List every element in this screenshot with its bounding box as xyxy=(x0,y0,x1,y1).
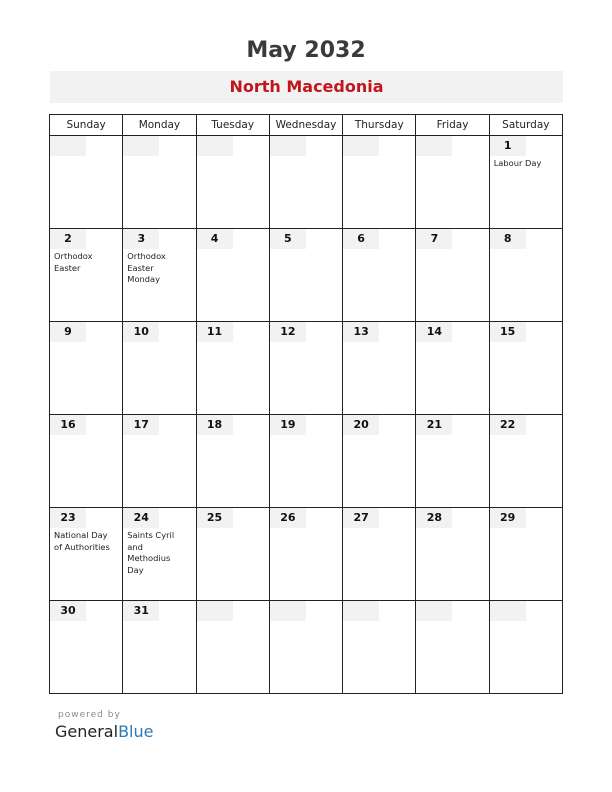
day-number: 23 xyxy=(50,508,86,528)
holiday-label: Orthodox Easter xyxy=(54,251,93,273)
day-cell xyxy=(50,229,123,322)
day-cell xyxy=(196,601,269,694)
day-number: 1 xyxy=(490,136,526,156)
day-cell xyxy=(343,229,416,322)
day-number xyxy=(50,136,86,156)
day-number: 26 xyxy=(270,508,306,528)
day-number: 11 xyxy=(197,322,233,342)
weekday-header: Tuesday xyxy=(196,115,269,136)
day-cell xyxy=(489,322,562,415)
day-cell xyxy=(416,415,489,508)
day-number: 13 xyxy=(343,322,379,342)
day-cell xyxy=(343,508,416,601)
brand-logo[interactable] xyxy=(55,722,153,741)
holiday-label: National Day of Authorities xyxy=(54,530,110,552)
day-cell xyxy=(416,136,489,229)
day-number: 15 xyxy=(490,322,526,342)
week-row xyxy=(50,601,563,694)
day-number: 19 xyxy=(270,415,306,435)
day-number xyxy=(490,601,526,621)
day-cell xyxy=(269,136,342,229)
day-cell xyxy=(196,136,269,229)
day-number: 31 xyxy=(123,601,159,621)
weekday-header: Wednesday xyxy=(269,115,342,136)
day-cell xyxy=(269,601,342,694)
day-cell xyxy=(343,136,416,229)
day-cell xyxy=(269,508,342,601)
day-cell xyxy=(123,601,196,694)
day-cell xyxy=(416,601,489,694)
week-row xyxy=(50,508,563,601)
weekday-header: Saturday xyxy=(489,115,562,136)
day-cell xyxy=(489,415,562,508)
weekday-header: Sunday xyxy=(50,115,123,136)
day-cell xyxy=(123,322,196,415)
day-cell xyxy=(416,508,489,601)
day-number: 8 xyxy=(490,229,526,249)
day-cell xyxy=(123,229,196,322)
day-cell xyxy=(50,415,123,508)
day-cell xyxy=(50,136,123,229)
day-number: 20 xyxy=(343,415,379,435)
day-number: 16 xyxy=(50,415,86,435)
day-number: 17 xyxy=(123,415,159,435)
day-cell xyxy=(269,322,342,415)
day-number: 29 xyxy=(490,508,526,528)
day-cell xyxy=(343,415,416,508)
page-title: May 2032 xyxy=(246,38,366,63)
day-cell xyxy=(50,322,123,415)
day-number: 22 xyxy=(490,415,526,435)
day-number xyxy=(270,136,306,156)
weekday-header: Thursday xyxy=(343,115,416,136)
day-cell xyxy=(123,508,196,601)
weekday-header: Friday xyxy=(416,115,489,136)
day-number: 4 xyxy=(197,229,233,249)
day-cell xyxy=(489,601,562,694)
day-number xyxy=(416,601,452,621)
day-cell xyxy=(123,136,196,229)
day-number: 18 xyxy=(197,415,233,435)
brand-name-part2: Blue xyxy=(118,722,154,741)
day-number: 21 xyxy=(416,415,452,435)
week-row xyxy=(50,229,563,322)
week-row xyxy=(50,415,563,508)
day-cell xyxy=(196,322,269,415)
day-cell xyxy=(343,322,416,415)
holiday-label: Saints Cyril and Methodius Day xyxy=(127,530,175,575)
powered-by-label: powered by xyxy=(58,710,121,720)
day-number: 25 xyxy=(197,508,233,528)
week-row xyxy=(50,136,563,229)
brand-name-part1: General xyxy=(55,722,119,741)
day-number: 9 xyxy=(50,322,86,342)
day-number xyxy=(197,601,233,621)
day-number xyxy=(343,136,379,156)
country-banner xyxy=(50,71,563,103)
day-number: 28 xyxy=(416,508,452,528)
holiday-label: Orthodox Easter Monday xyxy=(127,251,166,284)
day-number xyxy=(343,601,379,621)
day-cell xyxy=(196,508,269,601)
day-cell xyxy=(489,229,562,322)
day-number: 27 xyxy=(343,508,379,528)
day-number: 7 xyxy=(416,229,452,249)
day-cell xyxy=(489,508,562,601)
day-number xyxy=(270,601,306,621)
holiday-label: Labour Day xyxy=(493,158,542,168)
day-number: 24 xyxy=(123,508,159,528)
day-number: 12 xyxy=(270,322,306,342)
weekday-header-row xyxy=(50,115,563,136)
day-number xyxy=(416,136,452,156)
day-number: 30 xyxy=(50,601,86,621)
day-number: 3 xyxy=(123,229,159,249)
day-cell xyxy=(269,415,342,508)
day-cell xyxy=(269,229,342,322)
day-cell xyxy=(489,136,562,229)
day-cell xyxy=(416,322,489,415)
day-number: 5 xyxy=(270,229,306,249)
day-cell xyxy=(416,229,489,322)
day-cell xyxy=(343,601,416,694)
day-cell xyxy=(50,601,123,694)
country-name: North Macedonia xyxy=(229,77,384,96)
calendar-grid xyxy=(49,114,563,694)
day-cell xyxy=(50,508,123,601)
day-number xyxy=(123,136,159,156)
day-number: 10 xyxy=(123,322,159,342)
day-cell xyxy=(196,229,269,322)
day-number xyxy=(197,136,233,156)
day-number: 14 xyxy=(416,322,452,342)
week-row xyxy=(50,322,563,415)
day-number: 2 xyxy=(50,229,86,249)
weekday-header: Monday xyxy=(123,115,196,136)
day-cell xyxy=(196,415,269,508)
day-cell xyxy=(123,415,196,508)
day-number: 6 xyxy=(343,229,379,249)
